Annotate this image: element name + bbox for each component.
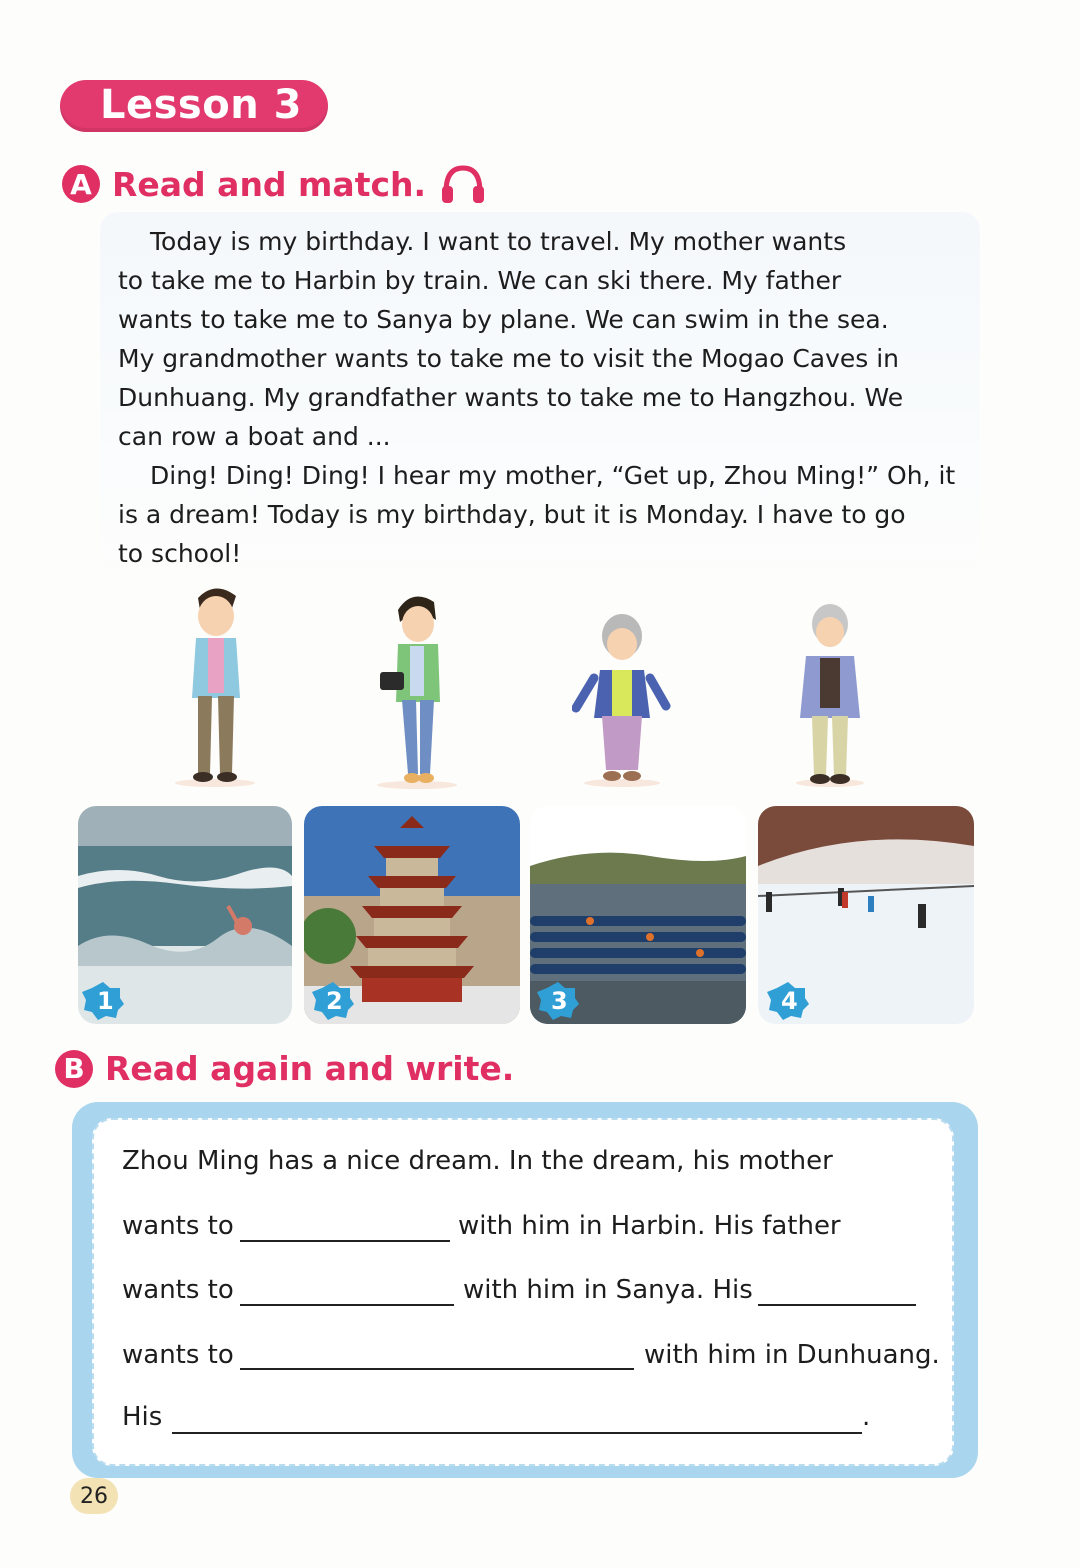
boy-character[interactable] bbox=[170, 578, 260, 788]
sentence-line-3-end: with him in Sanya. His bbox=[463, 1275, 753, 1305]
section-a-letter: A bbox=[62, 165, 100, 203]
sentence-line-2-start: wants to bbox=[122, 1211, 234, 1241]
answer-blank-4[interactable] bbox=[240, 1368, 634, 1370]
sentence-line-4-start: wants to bbox=[122, 1340, 234, 1370]
passage-line: Today is my birthday. I want to travel. My mother wants bbox=[150, 227, 847, 256]
photo-number: 4 bbox=[781, 987, 798, 1015]
answer-blank-2[interactable] bbox=[240, 1304, 454, 1306]
sentence-line-1: Zhou Ming has a nice dream. In the dream, his mother bbox=[122, 1146, 833, 1176]
sentence-line-5-start: His bbox=[122, 1402, 163, 1432]
answer-blank-5[interactable] bbox=[172, 1432, 862, 1434]
grandfather-character[interactable] bbox=[790, 600, 870, 788]
section-a-header bbox=[62, 162, 488, 206]
photo-number: 1 bbox=[97, 987, 114, 1015]
section-b-header bbox=[55, 1049, 514, 1088]
lesson-title-badge bbox=[60, 80, 328, 132]
grandmother-character[interactable] bbox=[572, 608, 672, 788]
number-badge bbox=[310, 980, 356, 1020]
mother-character[interactable] bbox=[372, 584, 462, 790]
number-badge bbox=[765, 980, 811, 1020]
number-badge bbox=[80, 980, 126, 1020]
sentence-line-3-start: wants to bbox=[122, 1275, 234, 1305]
passage-line: My grandmother wants to take me to visit the Mogao Caves in bbox=[118, 344, 900, 373]
passage-line: to take me to Harbin by train. We can ski there. My father bbox=[118, 266, 842, 295]
passage-line: can row a boat and ... bbox=[118, 422, 391, 451]
lesson-title: Lesson 3 bbox=[100, 82, 302, 128]
passage-line: to school! bbox=[118, 539, 242, 568]
section-b-title: Read again and write. bbox=[105, 1049, 515, 1088]
passage-line: wants to take me to Sanya by plane. We can swim in the sea. bbox=[118, 305, 889, 334]
headphones-icon[interactable] bbox=[438, 162, 488, 206]
photo-number: 2 bbox=[326, 987, 343, 1015]
sentence-line-5-end: . bbox=[862, 1402, 871, 1432]
sentence-line-2-end: with him in Harbin. His father bbox=[458, 1211, 841, 1241]
answer-blank-1[interactable] bbox=[240, 1240, 450, 1242]
page-number: 26 bbox=[70, 1478, 118, 1514]
passage-line: Dunhuang. My grandfather wants to take me to Hangzhou. We bbox=[118, 383, 904, 412]
section-a-title: Read and match. bbox=[112, 164, 427, 204]
answer-blank-3[interactable] bbox=[758, 1304, 916, 1306]
passage-line: Ding! Ding! Ding! I hear my mother, “Get up, Zhou Ming!” Oh, it bbox=[150, 461, 956, 490]
reading-passage bbox=[118, 222, 968, 573]
passage-line: is a dream! Today is my birthday, but it is Monday. I have to go bbox=[118, 500, 906, 529]
sentence-line-4-end: with him in Dunhuang. bbox=[644, 1340, 940, 1370]
section-b-letter: B bbox=[55, 1050, 93, 1088]
number-badge bbox=[535, 980, 581, 1020]
photo-number: 3 bbox=[551, 987, 568, 1015]
